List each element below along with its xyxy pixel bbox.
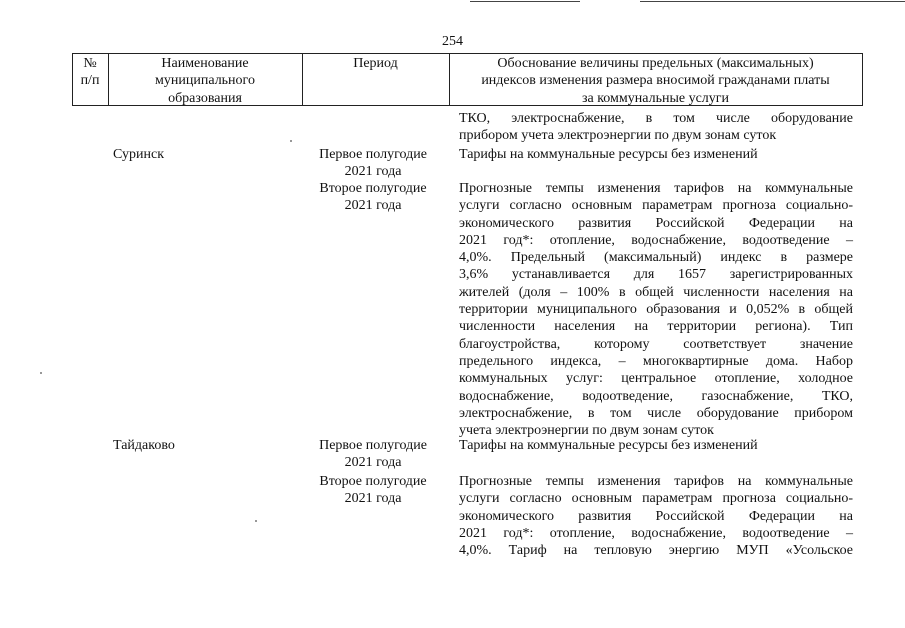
page-number: 254: [442, 34, 463, 49]
municipality-name: Суринск: [113, 147, 164, 162]
scan-speck: [290, 140, 292, 142]
period-first-half: Первое полугодие 2021 года: [319, 147, 427, 180]
header-col-number: № п/п: [80, 56, 100, 89]
municipality-name: Тайдаково: [113, 438, 175, 453]
scan-speck: [40, 372, 42, 374]
basis-first-half: Тарифы на коммунальные ресурсы без изменений: [459, 147, 758, 162]
header-col-basis: Обоснование величины предельных (максимальных) индексов изменения размера вносимой гражданами платы за коммунальные услуги: [481, 56, 830, 106]
header-col-period: Период: [353, 56, 398, 71]
period-first-half: Первое полугодие 2021 года: [319, 438, 427, 471]
basis-first-half: Тарифы на коммунальные ресурсы без изменений: [459, 438, 758, 453]
basis-second-half: Прогнозные темпы изменения тарифов на коммунальные услуги согласно основным параметрам прогноза социально- экономического развития Российской Федерации на 2021 год*: отопление, водоснабжение, водоотведение – 4,0%. Тариф на тепловую энергию МУП «Усольское: [459, 474, 853, 559]
scan-edge-line-left: [470, 1, 580, 2]
scan-speck: [255, 520, 257, 522]
basis-continuation: ТКО, электроснабжение, в том числе оборудование прибором учета электроэнергии по двум зонам суток: [459, 111, 853, 144]
period-second-half: Второе полугодие 2021 года: [319, 474, 427, 507]
period-second-half: Второе полугодие 2021 года: [319, 181, 427, 214]
scan-edge-line-right: [640, 1, 905, 2]
header-col-municipality: Наименование муниципального образования: [155, 56, 255, 106]
basis-second-half: Прогнозные темпы изменения тарифов на коммунальные услуги согласно основным параметрам прогноза социально- экономического развития Российской Федерации на 2021 год*: отопление, водоснабжение, водоотведение – 4,0%. Предельный (максимальный) индекс в размере 3,6% устанавливается для 1657 зарегистрированных жителей (доля – 100% в общей численности населения на территории муниципального образования и 0,052% в общей численности населения на территории региона). Тип благоустройства, которому соответствует значение предельного индекса, – многоквартирные дома. Набор коммунальных услуг: центральное отопление, холодное водоснабжение, водоотведение, газоснабжение, ТКО, электроснабжение, в том числе оборудование прибором учета электроэнергии по двум зонам суток: [459, 181, 853, 439]
table-header: [72, 53, 863, 106]
